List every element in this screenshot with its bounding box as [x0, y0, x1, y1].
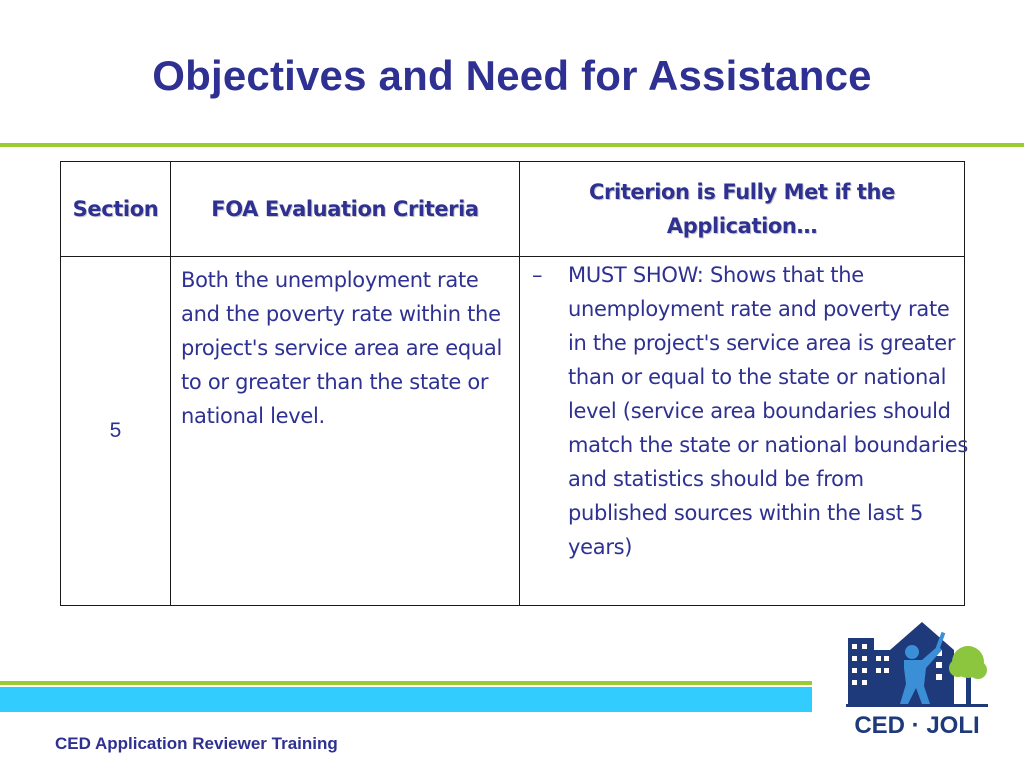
ced-joli-logo: [842, 616, 992, 742]
header-fully-met: Criterion is Fully Met if the Application…: [520, 162, 965, 257]
header-criteria: FOA Evaluation Criteria: [171, 162, 520, 257]
cell-fully-met: [520, 257, 968, 606]
table-header-row: [61, 162, 965, 257]
footer-green-bar: [0, 681, 812, 685]
footer-blue-bar: [0, 687, 812, 712]
table-row: [61, 257, 965, 606]
header-section: Section: [61, 162, 171, 257]
fully-met-text: MUST SHOW: Shows that the unemployment rate and poverty rate in the project's service area is greater than or equal to the state or national level (service area boundaries should match the state or national boundaries and statistics should be from published sources within the last 5 years): [568, 263, 968, 559]
criteria-table: [60, 161, 968, 606]
cell-section-number: 5: [61, 257, 171, 606]
bullet-dash: –: [532, 263, 543, 287]
slide-title: Objectives and Need for Assistance: [152, 52, 872, 99]
ced-joli-logo-icon: [842, 616, 992, 742]
logo-text: CED · JOLI: [854, 712, 980, 739]
cell-criteria-text: Both the unemployment rate and the poverty rate within the project's service area are equal to or greater than the state or national level.: [171, 257, 520, 606]
footer-text: CED Application Reviewer Training: [55, 734, 338, 753]
title-divider: [0, 143, 1024, 147]
tree-icon: [949, 646, 987, 704]
